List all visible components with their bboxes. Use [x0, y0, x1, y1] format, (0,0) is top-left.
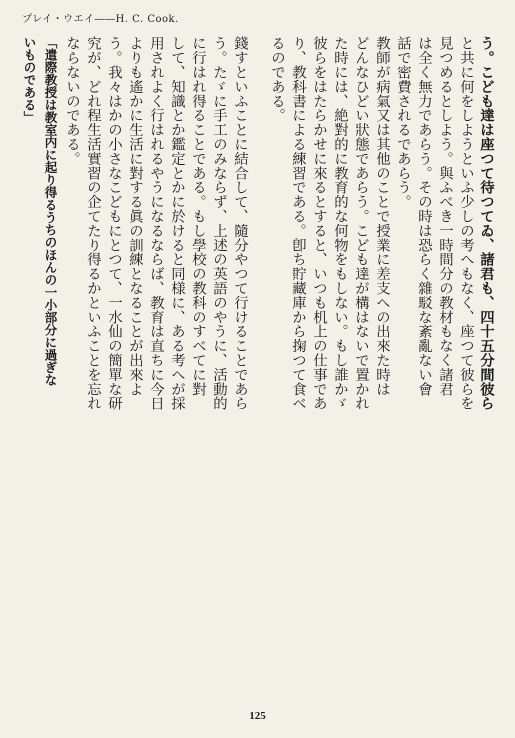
- section-heading: いものである」: [22, 36, 37, 124]
- text-column: 錢すといふことに結合して、隨分やつて行けることであら: [232, 36, 248, 411]
- lower-text-block: [267, 36, 497, 690]
- text-column: [18, 36, 19, 690]
- text-column: るのである。: [269, 36, 285, 123]
- text-column: う。たゞに手工のみならず、上述の英語のやうに、活動的: [211, 36, 227, 411]
- page-number: 125: [249, 710, 266, 722]
- text-column: 用されよく行はれるやうになるならば、教育は直ちに今日: [148, 36, 164, 411]
- text-column: う。こども達は座つて待つてゐ、諸君も、四十五分間彼ら: [478, 36, 495, 411]
- section-heading: 「遣際教授は教室内に起り得るうちのほんの一小部分に過ぎな: [43, 36, 58, 386]
- text-column: 究が、どれ程生活實習の企てたり得るかといふことを忘れ: [85, 36, 101, 411]
- text-column: と共に何をしようといふ少しの考へもなく、座つて彼らを: [458, 36, 474, 411]
- text-column: して、知識とか鑑定とかに於けると同様に、ある考へが採: [169, 36, 185, 411]
- text-column: た時には、絶對的に教育的な何物をもしない。もし誰かゞ: [332, 36, 348, 411]
- text-column: 教師が病氣又は其他のことで授業に差支への出來た時は: [374, 36, 390, 396]
- text-column: 話で密費されるであらう。: [395, 36, 411, 209]
- text-column: ならないのである。: [64, 36, 80, 166]
- text-column: う。我々はかの小さなこどもにとつて、一水仙の簡單な研: [106, 36, 122, 411]
- text-column: は全く無力であらう。その時は恐らく雜駁な紊亂ない會: [416, 36, 432, 396]
- text-column: 彼らをはたらかせに來るとすると、いつも机上の仕事であ: [311, 36, 327, 411]
- upper-text-block: [18, 36, 250, 690]
- text-column: よりも遙かに生活に對する眞の訓練となることが出來よ: [127, 36, 143, 396]
- text-column: り、教科書による練習である。卽ち貯藏庫から掬つて食べ: [290, 36, 306, 411]
- running-header: プレイ・ウエイ――H. C. Cook.: [22, 14, 179, 25]
- text-column: どんなひどい狀態であらう。こども達が構はないで置かれ: [353, 36, 369, 411]
- text-column: 見つめるとしよう。與ふべき一時間分の教材もなく諸君: [437, 36, 453, 396]
- text-column: に行はれ得ることである。もし學校の教科のすべてに對: [190, 36, 206, 396]
